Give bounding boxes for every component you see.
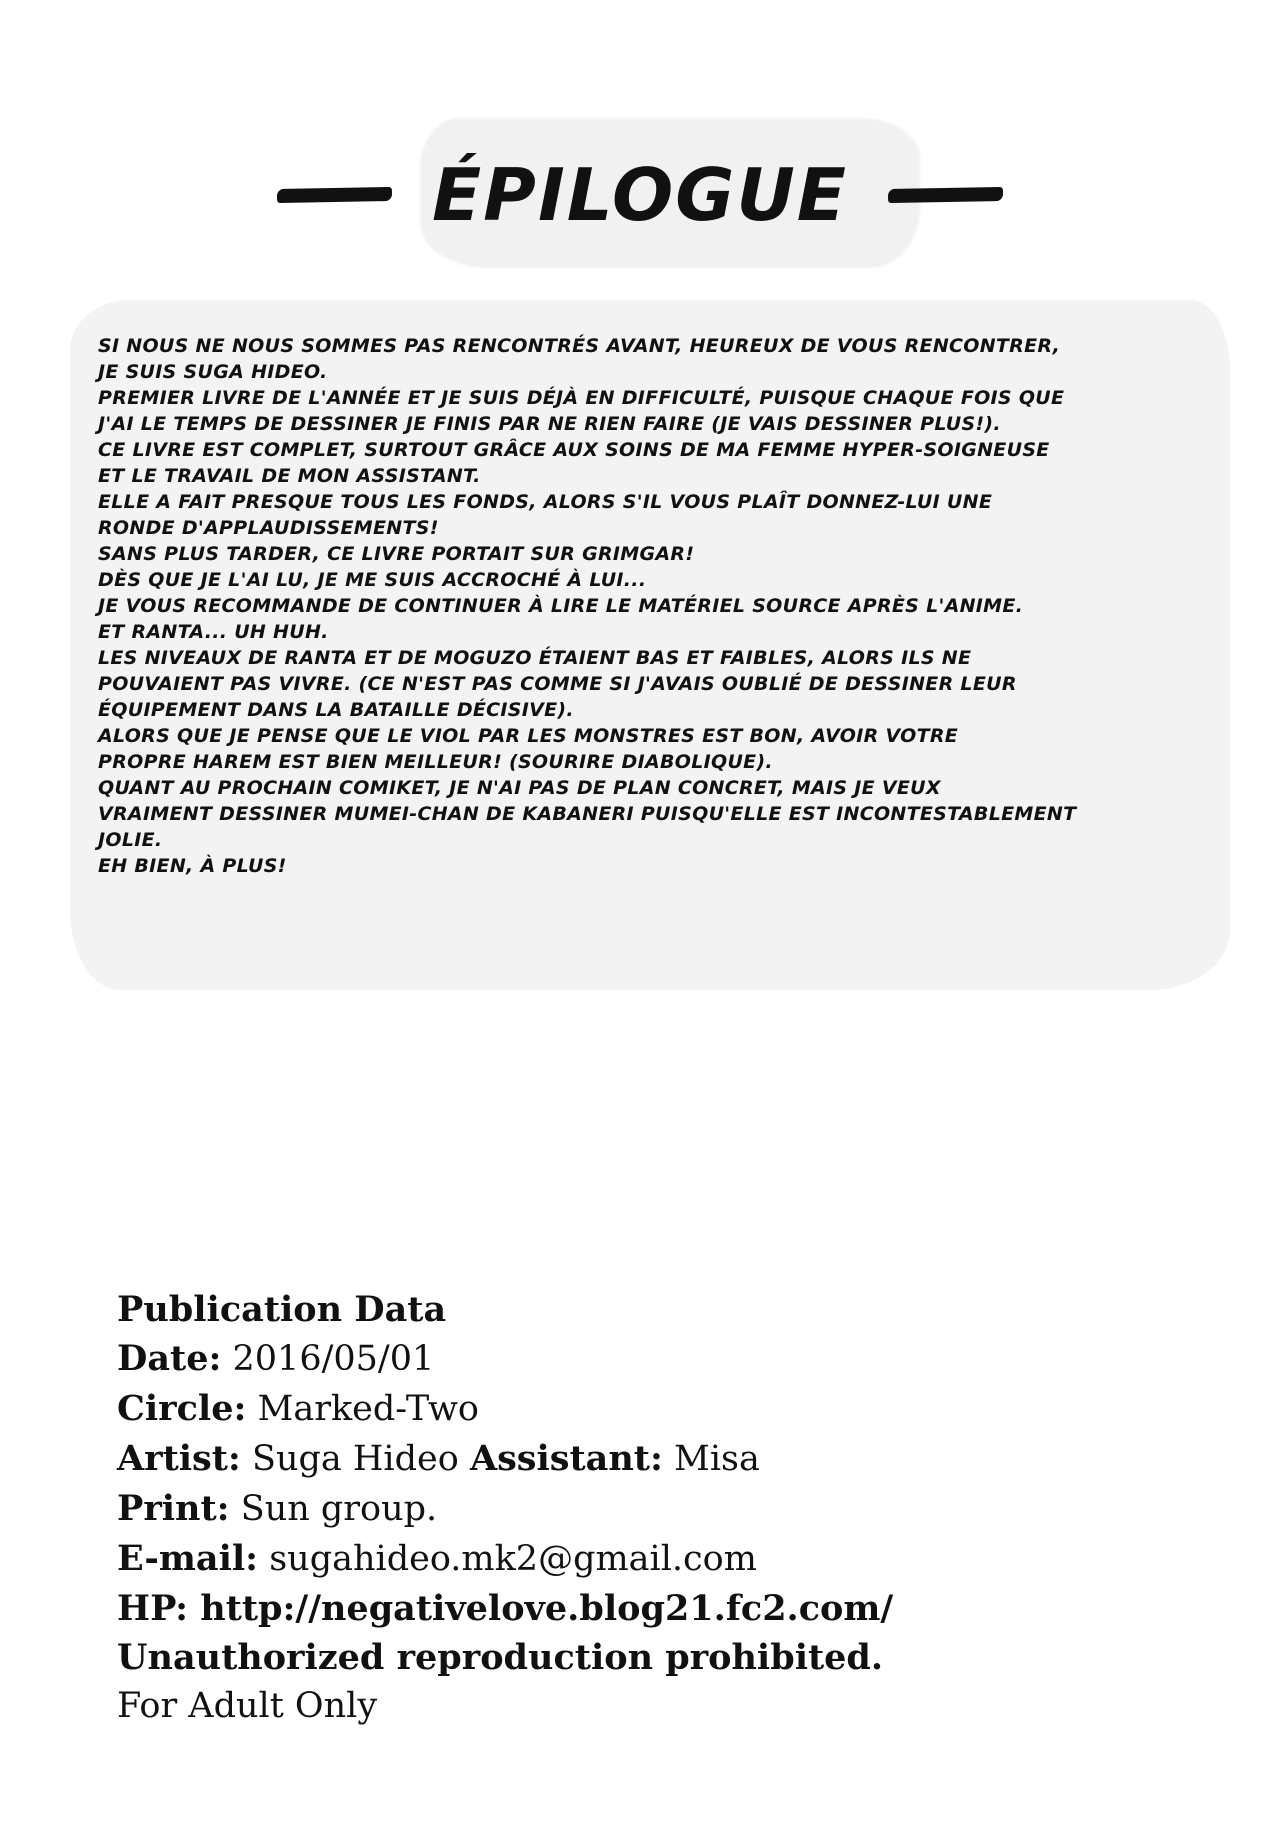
assistant-label: Assistant: (469, 1438, 663, 1479)
title-dash-left (277, 187, 392, 203)
epilogue-line: ÉQUIPEMENT DANS LA BATAILLE DÉCISIVE). (98, 699, 574, 721)
epilogue-line: SI NOUS NE NOUS SOMMES PAS RENCONTRÉS AVANT, HEUREUX DE VOUS RENCONTRER, (98, 335, 1061, 357)
print-label: Print: (117, 1488, 230, 1529)
publication-heading: Publication Data (117, 1289, 447, 1330)
email-value: sugahideo.mk2@gmail.com (258, 1539, 757, 1579)
epilogue-line: ALORS QUE JE PENSE QUE LE VIOL PAR LES MONSTRES EST BON, AVOIR VOTRE (98, 725, 959, 747)
title-dash-right (888, 187, 1003, 203)
copyright-notice: Unauthorized reproduction prohibited. (117, 1637, 884, 1678)
hp-row (117, 1584, 1217, 1633)
email-label: E-mail: (117, 1538, 259, 1579)
adult-notice: For Adult Only (117, 1686, 378, 1726)
epilogue-line: POUVAIENT PAS VIVRE. (CE N'EST PAS COMME SI J'AVAIS OUBLIÉ DE DESSINER LEUR (98, 673, 1017, 695)
page-title: ÉPILOGUE (431, 153, 848, 237)
circle-row (117, 1384, 1217, 1434)
epilogue-line: J'AI LE TEMPS DE DESSINER JE FINIS PAR NE RIEN FAIRE (JE VAIS DESSINER PLUS!). (98, 413, 1001, 435)
epilogue-line: VRAIMENT DESSINER MUMEI-CHAN DE KABANERI PUISQU'ELLE EST INCONTESTABLEMENT (98, 803, 1077, 825)
date-value: 2016/05/01 (221, 1339, 435, 1379)
print-row (117, 1484, 1217, 1534)
epilogue-line: ET LE TRAVAIL DE MON ASSISTANT. (98, 465, 481, 487)
epilogue-line: ELLE A FAIT PRESQUE TOUS LES FONDS, ALORS S'IL VOUS PLAÎT DONNEZ-LUI UNE (98, 491, 993, 513)
artist-label: Artist: (117, 1438, 241, 1479)
assistant-value: Misa (662, 1439, 760, 1479)
epilogue-line: SANS PLUS TARDER, CE LIVRE PORTAIT SUR GRIMGAR! (98, 543, 695, 565)
title-bar (0, 140, 1280, 250)
epilogue-line: JE SUIS SUGA HIDEO. (98, 361, 328, 383)
hp-label: HP: (117, 1588, 189, 1629)
publication-data (117, 1285, 1217, 1731)
hp-value: http://negativelove.blog21.fc2.com/ (188, 1588, 894, 1629)
epilogue-text (98, 333, 1188, 879)
artist-row (117, 1434, 1217, 1484)
epilogue-line: JE VOUS RECOMMANDE DE CONTINUER À LIRE LE MATÉRIEL SOURCE APRÈS L'ANIME. (98, 595, 1024, 617)
epilogue-line: CE LIVRE EST COMPLET, SURTOUT GRÂCE AUX SOINS DE MA FEMME HYPER-SOIGNEUSE (98, 439, 1050, 461)
email-row (117, 1534, 1217, 1584)
circle-value: Marked-Two (246, 1389, 479, 1429)
epilogue-line: JOLIE. (98, 829, 163, 851)
epilogue-line: DÈS QUE JE L'AI LU, JE ME SUIS ACCROCHÉ À LUI... (98, 569, 647, 591)
epilogue-line: ET RANTA... UH HUH. (98, 621, 329, 643)
epilogue-line: PREMIER LIVRE DE L'ANNÉE ET JE SUIS DÉJÀ EN DIFFICULTÉ, PUISQUE CHAQUE FOIS QUE (98, 387, 1065, 409)
artist-value: Suga Hideo (240, 1439, 470, 1479)
date-row (117, 1334, 1217, 1384)
epilogue-line: PROPRE HAREM EST BIEN MEILLEUR! (SOURIRE DIABOLIQUE). (98, 751, 773, 773)
epilogue-line: LES NIVEAUX DE RANTA ET DE MOGUZO ÉTAIENT BAS ET FAIBLES, ALORS ILS NE (98, 647, 972, 669)
epilogue-line: QUANT AU PROCHAIN COMIKET, JE N'AI PAS DE PLAN CONCRET, MAIS JE VEUX (98, 777, 941, 799)
epilogue-line: RONDE D'APPLAUDISSEMENTS! (98, 517, 439, 539)
circle-label: Circle: (117, 1388, 247, 1429)
print-value: Sun group. (229, 1489, 438, 1529)
epilogue-line: EH BIEN, À PLUS! (98, 855, 287, 877)
date-label: Date: (117, 1338, 222, 1379)
